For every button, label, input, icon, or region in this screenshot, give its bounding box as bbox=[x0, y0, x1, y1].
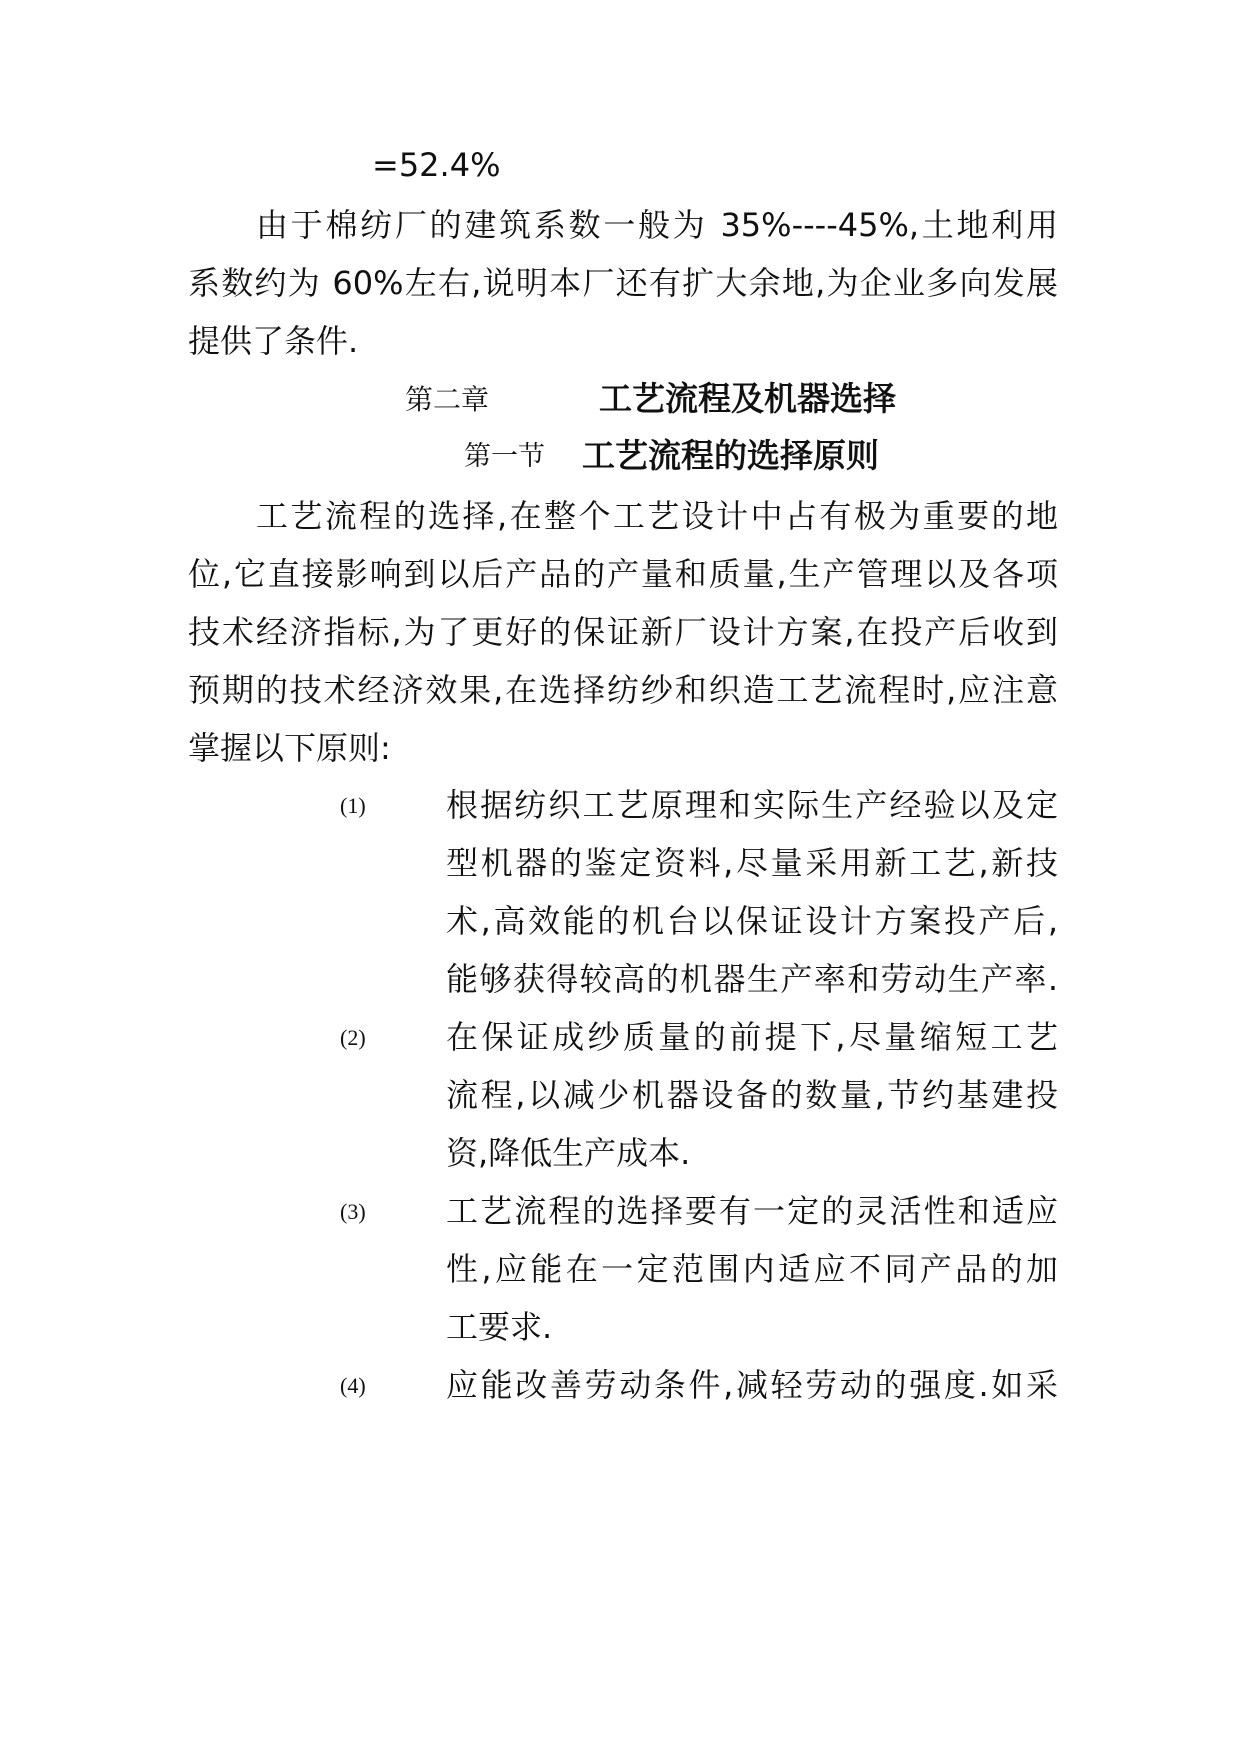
paragraph1-line-1: 由于棉纺厂的建筑系数一般为 35%----45%,土地利用 bbox=[256, 206, 1058, 244]
list-item-number: (1) bbox=[340, 793, 366, 818]
list-item-line: 型机器的鉴定资料,尽量采用新工艺,新技 bbox=[446, 844, 1058, 882]
paragraph1-line-2: 系数约为 60%左右,说明本厂还有扩大余地,为企业多向发展 bbox=[188, 264, 1058, 302]
list-item-line: 工要求. bbox=[446, 1308, 553, 1346]
paragraph2-line-1: 工艺流程的选择,在整个工艺设计中占有极为重要的地 bbox=[256, 497, 1058, 535]
list-item-line: 工艺流程的选择要有一定的灵活性和适应 bbox=[446, 1192, 1058, 1230]
chapter-label: 第二章 bbox=[405, 383, 490, 416]
list-item-line: 资,降低生产成本. bbox=[446, 1134, 691, 1172]
paragraph2-line-5: 掌握以下原则: bbox=[188, 729, 391, 767]
paragraph2-line-3: 技术经济指标,为了更好的保证新厂设计方案,在投产后收到 bbox=[188, 613, 1058, 651]
list-item-line: 术,高效能的机台以保证设计方案投产后, bbox=[446, 902, 1058, 940]
list-item-line: 根据纺织工艺原理和实际生产经验以及定 bbox=[446, 786, 1058, 824]
paragraph1-line-3: 提供了条件. bbox=[188, 322, 359, 360]
list-item-line: 在保证成纱质量的前提下,尽量缩短工艺 bbox=[446, 1018, 1058, 1056]
chapter-title: 工艺流程及机器选择 bbox=[599, 379, 896, 418]
list-item-number: (2) bbox=[340, 1025, 366, 1050]
paragraph2-line-4: 预期的技术经济效果,在选择纺纱和织造工艺流程时,应注意 bbox=[188, 671, 1058, 709]
paragraph2-line-2: 位,它直接影响到以后产品的产量和质量,生产管理以及各项 bbox=[188, 555, 1058, 593]
section-title: 工艺流程的选择原则 bbox=[582, 436, 879, 475]
formula-result: =52.4% bbox=[372, 146, 501, 184]
section-label: 第一节 bbox=[464, 441, 545, 472]
list-item-line: 流程,以减少机器设备的数量,节约基建投 bbox=[446, 1076, 1058, 1114]
list-item-number: (4) bbox=[340, 1373, 366, 1398]
list-item-line: 应能改善劳动条件,减轻劳动的强度.如采 bbox=[446, 1366, 1058, 1404]
list-item-line: 性,应能在一定范围内适应不同产品的加 bbox=[446, 1250, 1058, 1288]
list-item-line: 能够获得较高的机器生产率和劳动生产率. bbox=[446, 960, 1058, 998]
list-item-number: (3) bbox=[340, 1199, 366, 1224]
